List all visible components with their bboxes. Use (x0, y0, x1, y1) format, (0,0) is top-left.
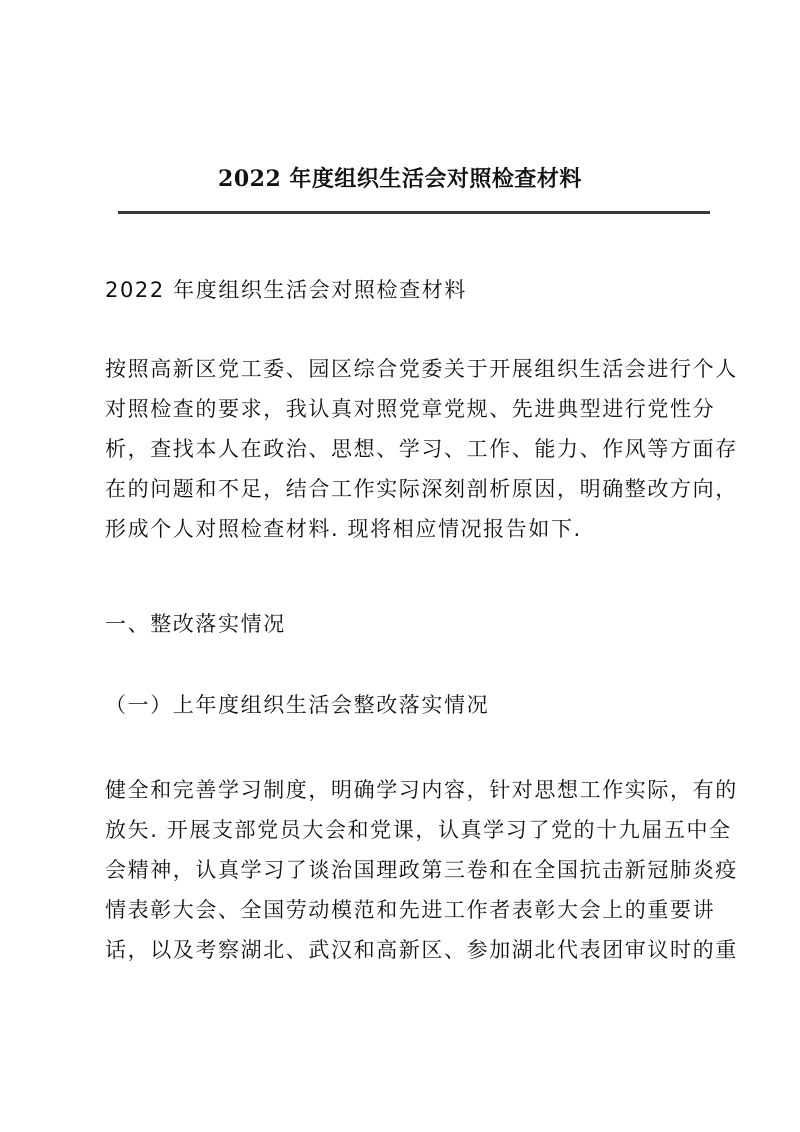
body-paragraph (105, 770, 738, 970)
body-line-5: 话，以及考察湖北、武汉和高新区、参加湖北代表团审议时的重 (105, 938, 738, 962)
subsection-1-heading (105, 685, 715, 725)
body-line-4: 情表彰大会、全国劳动模范和先进工作者表彰大会上的重要讲 (105, 898, 716, 922)
subsection-1-heading-text: （一）上年度组织生活会整改落实情况 (105, 693, 490, 717)
document-subtitle (105, 270, 715, 310)
section-1-heading (105, 604, 715, 644)
intro-line-4: 在的问题和不足，结合工作实际深刻剖析原因，明确整改方向， (105, 477, 738, 501)
body-line-1: 健全和完善学习制度，明确学习内容，针对思想工作实际，有的 (105, 778, 738, 802)
section-1-heading-text: 一、整改落实情况 (105, 612, 286, 636)
subtitle-line: 2022 年度组织生活会对照检查材料 (105, 278, 467, 302)
intro-line-2: 对照检查的要求，我认真对照党章党规、先进典型进行党性分 (105, 397, 716, 421)
body-line-3: 会精神，认真学习了谈治国理政第三卷和在全国抗击新冠肺炎疫 (105, 858, 738, 882)
document-title: 2022 年度组织生活会对照检查材料 (218, 166, 582, 192)
intro-line-5: 形成个人对照检查材料. 现将相应情况报告如下. (105, 517, 582, 541)
intro-line-1: 按照高新区党工委、园区综合党委关于开展组织生活会进行个人 (105, 357, 738, 381)
intro-paragraph (105, 349, 738, 549)
title-divider (118, 211, 710, 214)
intro-line-3: 析，查找本人在政治、思想、学习、工作、能力、作风等方面存 (105, 437, 738, 461)
body-line-2: 放矢. 开展支部党员大会和党课，认真学习了党的十九届五中全 (105, 818, 732, 842)
